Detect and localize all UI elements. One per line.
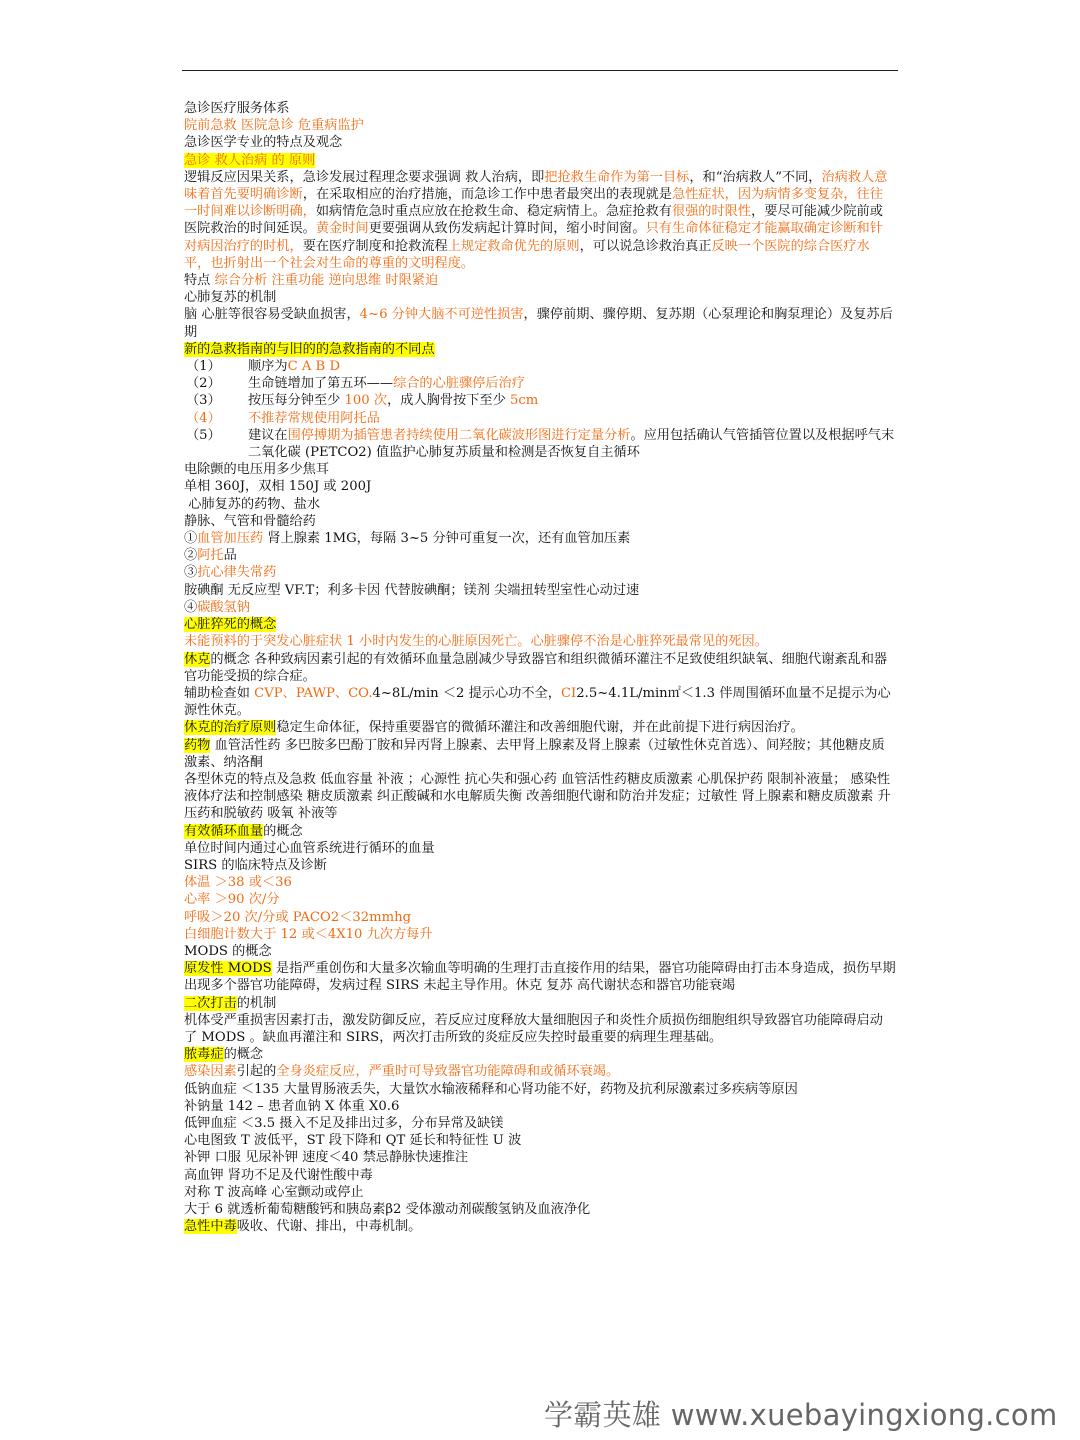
line-tedian: 特点 综合分析 注重功能 逆向思维 时限紧迫 (184, 273, 439, 289)
list-item: （3） 按压每分钟至少 100 次，成人胸骨按下至少 5cm (186, 393, 539, 409)
paragraph-second-hit: 机体受严重损害因素打击，激发防御反应，若反应过度释放大量细胞因子和炎性介质损伤细胞组织导致器官功能障碍启动了 MODS 。缺血再灌注和 SIRS，两次打击所致的炎症反应失控时最重要的病理生理基础。 (184, 1012, 883, 1045)
header-rule (182, 70, 898, 71)
paragraph-brain: 脑 心脏等很容易受缺血损害，4~6 分钟大脑不可逆性损害，骤停前期、骤停期、复苏期（心泵理论和胸泵理论）及复苏后期 (184, 307, 893, 340)
sirs-criterion: 心率 ＞90 次/分 (184, 892, 280, 908)
heading-defib: 电除颤的电压用多少焦耳 (184, 462, 330, 478)
line-scd-definition: 未能预料的于突发心脏症状 1 小时内发生的心脏原因死亡。心脏骤停不治是心脏猝死最常见的死因。 (184, 634, 768, 650)
line-dialysis: 大于 6 就透析葡萄糖酸钙和胰岛素β2 受体激动剂碳酸氢钠及血液净化 (184, 1202, 591, 1217)
sirs-criterion: 白细胞计数大于 12 或＜4X10 九次方每升 (184, 926, 433, 942)
line-joule: 单相 360J，双相 150J 或 200J (184, 479, 372, 495)
paragraph-shock-principle: 休克的治疗原则稳定生命体征，保持重要器官的微循环灌注和改善细胞代谢，并在此前提下进行病因治疗。 (184, 720, 804, 736)
document-body (184, 100, 896, 1235)
line-sepsis-definition: 感染因素引起的全身炎症反应，严重时可导致器官功能障碍和或循环衰竭。 (184, 1064, 620, 1080)
line-t-wave: 对称 T 波高峰 心室颤动或停止 (184, 1184, 364, 1200)
drug-4: ④碳酸氢钠 (184, 599, 250, 615)
heading-sepsis: 脓毒症的概念 (184, 1047, 264, 1063)
heading-mods: MODS 的概念 (184, 943, 272, 959)
heading-cpr-mechanism: 心肺复苏的机制 (184, 290, 277, 306)
heading-sirs: SIRS 的临床特点及诊断 (184, 857, 327, 873)
line-principle: 急诊 救人治病 的 原则 (184, 152, 316, 168)
line-ecv-definition: 单位时间内通过心血管系统进行循环的血量 (184, 840, 435, 856)
line-poisoning: 急性中毒吸收、代谢、排出，中毒机制。 (184, 1219, 422, 1235)
heading-features: 急诊医学专业的特点及观念 (184, 135, 343, 151)
paragraph-drugs: 药物 血管活性药 多巴胺多巴酚丁胺和异丙肾上腺素、去甲肾上腺素及肾上腺素（过敏性休克首选）、间羟胺；其他糖皮质激素、纳洛酮 (184, 737, 885, 770)
drug-2: ②阿托品 (184, 548, 237, 564)
heading-ecv: 有效循环血量的概念 (184, 823, 303, 839)
heading-second-hit: 二次打击的机制 (184, 995, 277, 1011)
line-hyperkalemia: 高血钾 肾功不足及代谢性酸中毒 (184, 1167, 373, 1183)
list-item: （1） 顺序为C A B D (186, 359, 341, 375)
sirs-criterion: 呼吸＞20 次/分或 PACO2＜32mmhg (184, 909, 412, 925)
line-routes: 静脉、气管和骨髓给药 (184, 513, 316, 529)
heading-scd: 心脏猝死的概念 (184, 617, 277, 633)
drug-1: ①血管加压药 肾上腺素 1MG，每隔 3~5 分钟可重复一次，还有血管加压素 (184, 531, 631, 547)
paragraph-logic: 逻辑反应因果关系，急诊发展过程理念要求强调 救人治病，即把抢救生命作为第一目标，和“治病救人”不同，治病救人意味着首先要明确诊断，在采取相应的治疗措施，而急诊工作中患者最突出的表现就是急性症状，因为病情多变复杂，往往一时间难以诊断明确，如病情危急时重点应放在抢救生命、稳定病情上。急症抢救有很强的时限性，要尽可能减少院前或医院救治的时间延误。黄金时间更要强调从致伤发病起计算时间，缩小时间窗。只有生命体征稳定才能赢取确定诊断和针对病因治疗的时机，要在医疗制度和抢救流程上规定救命优先的原则，可以说急诊救治真正反映一个医院的综合医疗水平，也折射出一个社会对生命的尊重的文明程度。 (184, 169, 888, 271)
line-ecg: 心电图致 T 波低平，ST 段下降和 QT 延长和特征性 U 波 (184, 1133, 522, 1149)
line-ems-parts: 院前急救 医院急诊 危重病监护 (184, 118, 364, 134)
paragraph-shock-types: 各型休克的特点及急救 低血容量 补液 ；心源性 抗心失和强心药 血管活性药糖皮质激素 心肌保护药 限制补液量； 感染性 液体疗法和控制感染 糖皮质激素 纠正酸碱和水电解质失衡 改善细胞代谢和防治并发症；过敏性 肾上腺素和糖皮质激素 升压药和脱敏药 吸氧 补液等 (184, 771, 891, 822)
line-potassium: 补钾 口服 见尿补钾 速度＜40 禁忌静脉快速推注 (184, 1150, 469, 1166)
list-item: （2） 生命链增加了第五环——综合的心脏骤停后治疗 (186, 376, 525, 392)
heading-new-guideline: 新的急救指南的与旧的的急救指南的不同点 (184, 341, 435, 357)
list-item: （4） 不推荐常规使用阿托品 (186, 410, 380, 426)
list-item: （5） 建议在围停搏期为插管患者持续使用二氧化碳波形图进行定量分析。应用包括确认气管插管位置以及根据呼气末二氧化碳 (PETCO2) 值监护心肺复苏质量和检测是否恢复自主循环 (186, 427, 895, 461)
sirs-criterion: 体温 ＞38 或＜36 (184, 875, 292, 891)
heading-ems: 急诊医疗服务体系 (184, 101, 290, 116)
paragraph-mods: 原发性 MODS 是指严重创伤和大量多次输血等明确的生理打击直接作用的结果，器官功能障碍由打击本身造成，损伤早期出现多个器官功能障碍，发病过程 SIRS 未起主导作用。休克 复苏 高代谢状态和器官功能衰竭 (184, 961, 896, 994)
paragraph-aux-exam: 辅助检查如 CVP、PAWP、CO.4~8L/min ＜2 提示心功不全，CI2.5~4.1L/min㎡＜1.3 伴周围循环血量不足提示为心源性休克。 (184, 685, 891, 719)
line-sodium-dose: 补钠量 142 – 患者血钠 X 体重 X0.6 (184, 1098, 400, 1114)
line-antiarrhythmic: 胺碘酮 无反应型 VF.T；利多卡因 代替胺碘酮；镁剂 尖端扭转型室性心动过速 (184, 582, 640, 598)
line-hyponatremia: 低钠血症 ＜135 大量胃肠液丢失，大量饮水输液稀释和心肾功能不好，药物及抗利尿激素过多疾病等原因 (184, 1081, 798, 1097)
heading-cpr-drugs: 心肺复苏的药物、盐水 (184, 496, 321, 512)
drug-3: ③抗心律失常药 (184, 565, 277, 581)
watermark: 学霸英雄 www.xuebayingxiong.com (544, 1398, 1058, 1432)
paragraph-shock: 休克的概念 各种致病因素引起的有效循环血量急剧减少导致器官和组织微循环灌注不足致使组织缺氧、细胞代谢紊乱和器官功能受损的综合症。 (184, 651, 888, 684)
line-hypokalemia: 低钾血症 ＜3.5 摄入不足及排出过多，分布异常及缺镁 (184, 1115, 504, 1131)
